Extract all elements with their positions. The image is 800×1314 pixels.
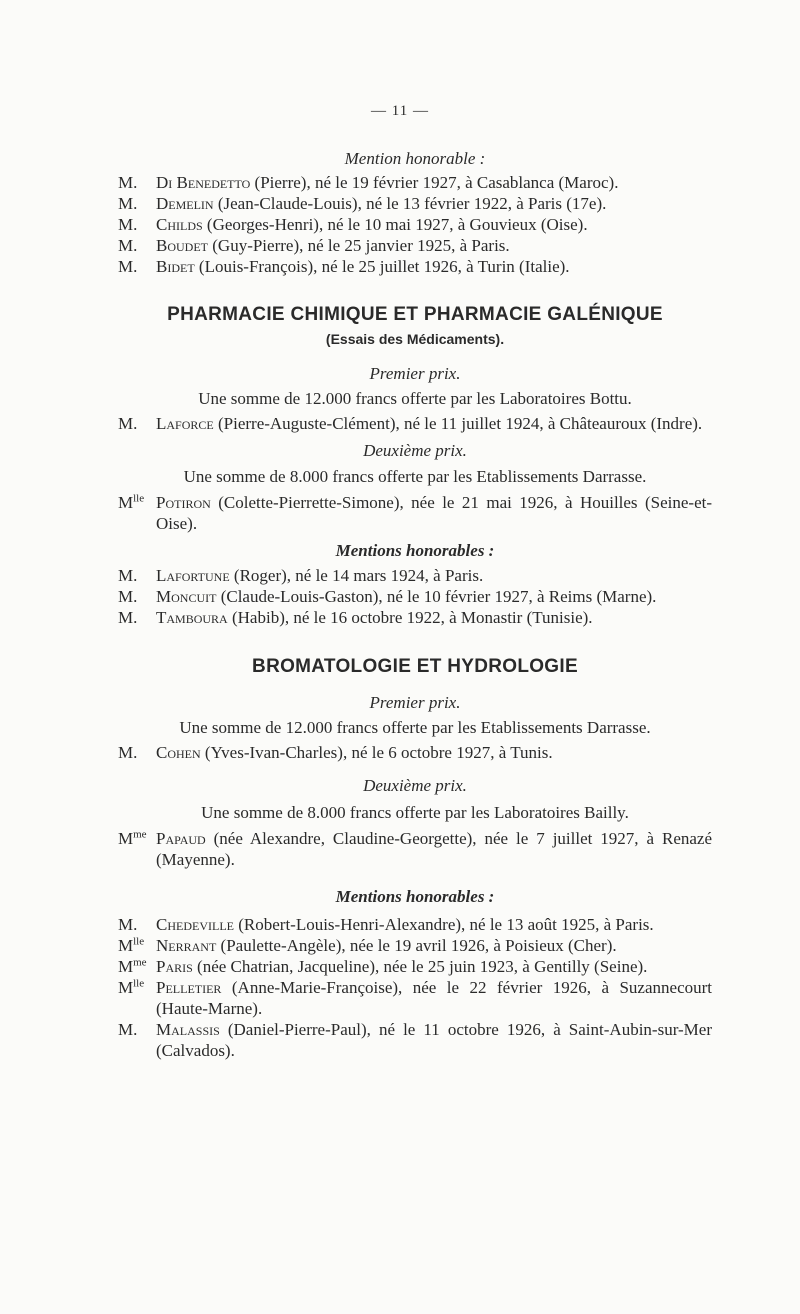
- list-item: M. Di Benedetto (Pierre), né le 19 février 1927, à Casablanca (Maroc).: [118, 173, 619, 192]
- mention-honorable-heading: Mention honorable :: [344, 149, 486, 168]
- first-prize-winner: M. Cohen (Yves-Ivan-Charles), né le 6 octobre 1927, à Tunis.: [118, 743, 553, 762]
- list-item: M. Chedeville (Robert-Louis-Henri-Alexandre), né le 13 août 1925, à Paris.: [118, 915, 654, 934]
- list-item: M. Lafortune (Roger), né le 14 mars 1924, à Paris.: [118, 566, 484, 585]
- title-mlle: $M^{lle}$: [118, 977, 145, 997]
- first-prize-heading: Premier prix.: [369, 693, 461, 712]
- text-column: [118, 148, 712, 1061]
- first-prize-text: Une somme de 12.000 francs offerte par les Laboratoires Bottu.: [198, 389, 632, 408]
- title-mme: $M^{me}$: [118, 828, 147, 848]
- second-prize-text: Une somme de 8.000 francs offerte par les Laboratoires Bailly.: [201, 803, 629, 822]
- page-number: — 11 —: [371, 103, 429, 119]
- first-prize-text: Une somme de 12.000 francs offerte par les Etablissements Darrasse.: [179, 718, 651, 737]
- list-item: M. Boudet (Guy-Pierre), né le 25 janvier 1925, à Paris.: [118, 236, 510, 255]
- title-mlle: $M^{lle}$: [118, 935, 145, 955]
- second-prize-winner: $M^{me}$ Papaud (née Alexandre, Claudine-Georgette), née le 7 juillet 1927, à Renazé (Mayenne).: [118, 828, 712, 869]
- list-item: M. Childs (Georges-Henri), né le 10 mai 1927, à Gouvieux (Oise).: [118, 215, 588, 234]
- mentions-honorables-heading: Mentions honorables :: [335, 541, 495, 560]
- list-item: $M^{lle}$ Pelletier (Anne-Marie-Françoise), née le 22 février 1926, à Suzannecourt (Haute-Marne).: [118, 977, 712, 1018]
- list-item: $M^{lle}$ Nerrant (Paulette-Angèle), née le 19 avril 1926, à Poisieux (Cher).: [118, 935, 617, 955]
- list-item: M. Malassis (Daniel-Pierre-Paul), né le 11 octobre 1926, à Saint-Aubin-sur-Mer (Calvados).: [118, 1020, 712, 1060]
- mentions-honorables-heading: Mentions honorables :: [335, 887, 495, 906]
- section-title-bromatologie: BROMATOLOGIE ET HYDROLOGIE: [252, 656, 578, 677]
- list-item: $M^{me}$ Paris (née Chatrian, Jacqueline), née le 25 juin 1923, à Gentilly (Seine).: [118, 956, 648, 976]
- first-prize-heading: Premier prix.: [369, 364, 461, 383]
- title-mme: $M^{me}$: [118, 956, 147, 976]
- second-prize-heading: Deuxième prix.: [363, 441, 467, 460]
- mention-honorable-list: [118, 172, 712, 277]
- section-title-pharmacie: PHARMACIE CHIMIQUE ET PHARMACIE GALÉNIQUE: [167, 304, 663, 325]
- title-mlle: $M^{lle}$: [118, 492, 145, 512]
- second-prize-heading: Deuxième prix.: [363, 776, 467, 795]
- second-prize-winner: $M^{lle}$ Potiron (Colette-Pierrette-Simone), née le 21 mai 1926, à Houilles (Seine-et-Oise).: [118, 492, 712, 533]
- list-item: M. Tamboura (Habib), né le 16 octobre 1922, à Monastir (Tunisie).: [118, 608, 593, 627]
- section-subtitle-essais: (Essais des Médicaments).: [325, 331, 505, 347]
- list-item: M. Moncuit (Claude-Louis-Gaston), né le 10 février 1927, à Reims (Marne).: [118, 587, 657, 606]
- first-prize-winner: M. Laforce (Pierre-Auguste-Clément), né le 11 juillet 1924, à Châteauroux (Indre).: [118, 414, 703, 433]
- list-item: M. Demelin (Jean-Claude-Louis), né le 13 février 1922, à Paris (17e).: [118, 194, 607, 213]
- list-item: M. Bidet (Louis-François), né le 25 juillet 1926, à Turin (Italie).: [118, 257, 570, 276]
- mentions-list: [118, 914, 712, 1061]
- second-prize-text: Une somme de 8.000 francs offerte par les Etablissements Darrasse.: [183, 467, 647, 486]
- mentions-list: [118, 565, 712, 628]
